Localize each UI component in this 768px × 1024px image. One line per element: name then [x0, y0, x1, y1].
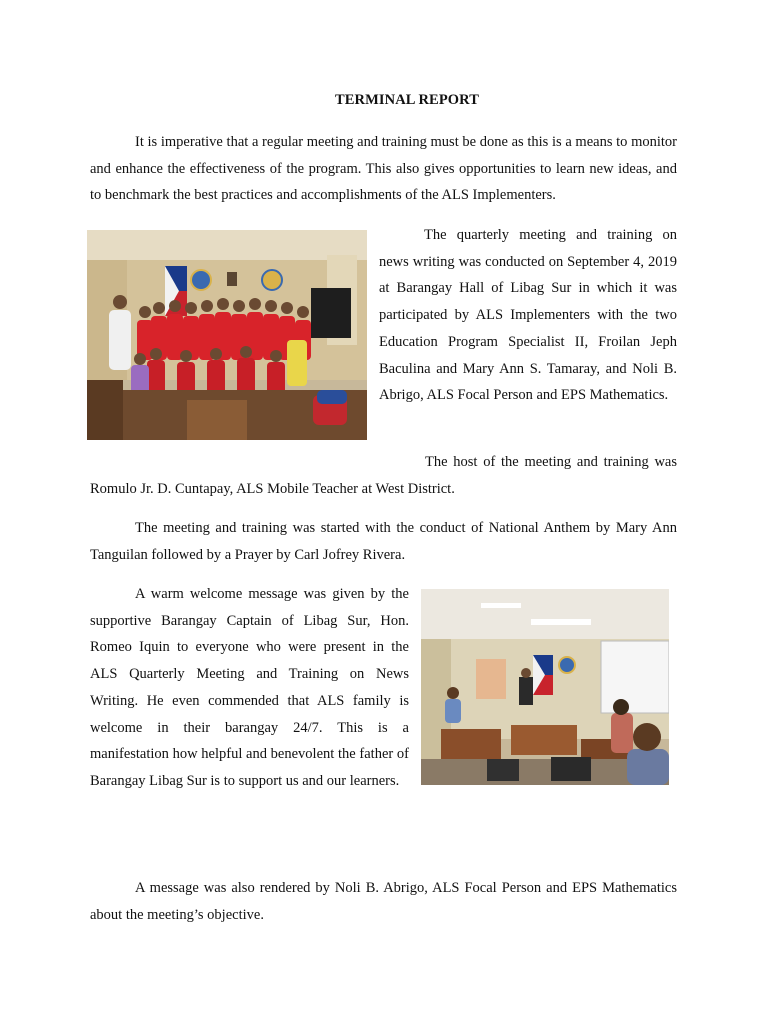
paragraph-anthem: The meeting and training was started with the conduct of National Anthem by Mary Ann Tanguilan followed by a Prayer by Carl Jofrey Rivera. — [90, 520, 677, 563]
group-photo — [87, 230, 367, 440]
paragraph-message: A message was also rendered by Noli B. Abrigo, ALS Focal Person and EPS Mathematics about the meeting’s objective. — [90, 880, 677, 923]
paragraph-intro: It is imperative that a regular meeting and training must be done as this is a means to monitor and enhance the effectiveness of the program. This also gives opportunities to learn new ideas, and to benchmark the best practices and accomplishments of the ALS Implementers. — [90, 134, 677, 204]
paragraph-host: The host of the meeting and training was Romulo Jr. D. Cuntapay, ALS Mobile Teacher at West District. — [90, 454, 677, 497]
meeting-room-photo — [421, 589, 669, 785]
paragraph-quarterly: The quarterly meeting and training on news writing was conducted on September 4, 2019 at Barangay Hall of Libag Sur in which it was participated by ALS Implementers with the two Education Program Specialist II, Froilan Jeph Baculina and Mary Ann S. Tamaray, and Noli B. Abrigo, ALS Focal Person and EPS Mathematics. — [379, 227, 677, 404]
page-title: TERMINAL REPORT — [335, 92, 479, 108]
paragraph-welcome: A warm welcome message was given by the supportive Barangay Captain of Libag Sur, Hon. Romeo Iquin to everyone who were present in the ALS Quarterly Meeting and Training on News Writing. He even commended that ALS family is welcome in their barangay 24/7. This is a manifestation how helpful and benevolent the father of Barangay Libag Sur is to support us and our learners. — [90, 586, 409, 789]
